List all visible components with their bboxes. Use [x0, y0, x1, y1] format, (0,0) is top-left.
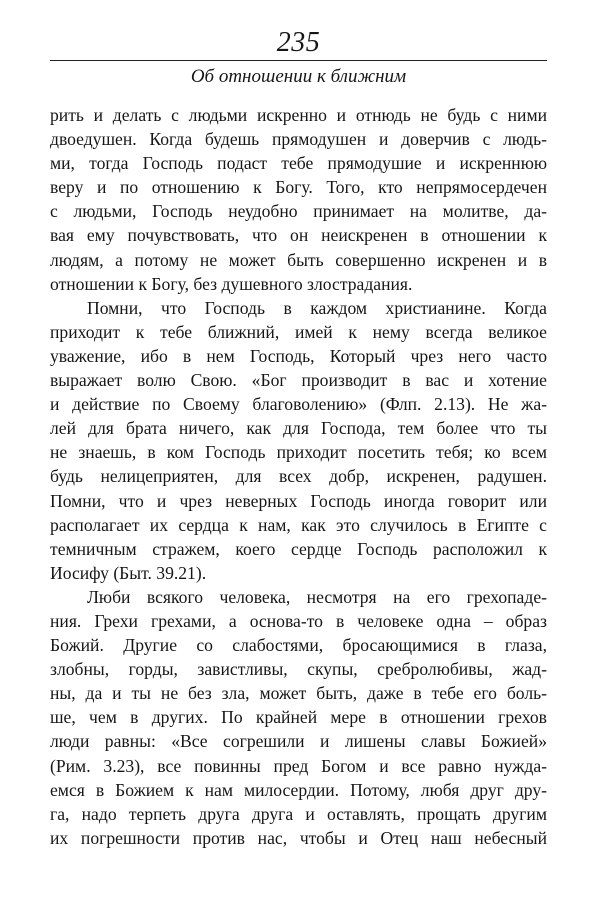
text-line: темничным стражем, коего сердце Господь расположил к	[50, 538, 547, 559]
text-line: будь нелицеприятен, для всех добр, искренен, радушен.	[50, 466, 547, 487]
paragraph	[50, 296, 547, 585]
text-line: выражает волю Свою. «Бог производит в вас и хотение	[50, 370, 547, 391]
text-line: Иосифу (Быт. 39.21).	[50, 562, 207, 583]
text-line: уважение, ибо в нем Господь, Который чрез него часто	[50, 345, 547, 366]
text-line: веру и по отношению к Богу. Того, кто непрямосердечен	[50, 177, 547, 198]
text-line: их погрешности против нас, чтобы и Отец наш небесный	[50, 827, 547, 848]
section-title: Об отношении к ближним	[190, 66, 407, 87]
text-line: злобны, горды, завистливы, скупы, сребролюбивы, жад-	[50, 659, 547, 680]
text-line: ми, тогда Господь подаст тебе прямодушие и искреннюю	[50, 153, 547, 174]
text-line: ния. Грехи грехами, а основа-то в человеке одна – образ	[50, 610, 547, 631]
text-line: располагает их сердца к нам, как это случилось в Египте с	[50, 514, 547, 535]
text-line: отношении к Богу, без душевного злострадания.	[50, 273, 413, 294]
text-line: приходит к тебе ближний, имей к нему всегда великое	[50, 321, 547, 342]
body-text	[50, 103, 547, 850]
text-line: с людьми, Господь неудобно принимает на молитве, да-	[50, 201, 547, 222]
text-line: двоедушен. Когда будешь прямодушен и доверчив с людь-	[50, 129, 547, 150]
text-line: люди равны: «Все согрешили и лишены славы Божией»	[50, 731, 547, 752]
text-line: Божий. Другие со слабостями, бросающимися в глаза,	[50, 635, 547, 656]
text-line: емся в Божием к нам милосердии. Потому, любя друг дру-	[50, 779, 547, 800]
text-line: Помни, что Господь в каждом христианине. Когда	[87, 297, 547, 318]
text-line: (Рим. 3.23), все повинны пред Богом и все равно нужда-	[50, 755, 547, 776]
paragraph	[50, 103, 547, 296]
page-number: 235	[276, 27, 321, 58]
running-head	[50, 28, 547, 89]
text-line: лей для брата ничего, как для Господа, тем более что ты	[50, 418, 547, 439]
book-page	[50, 28, 547, 850]
text-line: Люби всякого человека, несмотря на его грехопаде-	[87, 586, 547, 607]
text-line: рить и делать с людьми искренно и отнюдь не будь с ними	[50, 105, 547, 125]
paragraph	[50, 585, 547, 850]
text-line: не знаешь, в ком Господь приходит посетить тебя; ко всем	[50, 442, 547, 463]
text-line: ны, да и ты не без зла, может быть, даже в тебе его боль-	[50, 683, 547, 704]
header-rule	[50, 60, 547, 61]
text-line: и действие по Своему благоволению» (Флп. 2.13). Не жа-	[50, 394, 547, 415]
text-line: Помни, что и чрез неверных Господь иногда говорит или	[50, 490, 547, 511]
text-line: ше, чем в других. По крайней мере в отношении грехов	[50, 707, 547, 728]
text-line: вая ему почувствовать, что он неискренен в отношении к	[50, 225, 547, 246]
text-line: людям, а потому не может быть совершенно искренен и в	[50, 249, 547, 270]
text-line: га, надо терпеть друга друга и оставлять, прощать другим	[50, 803, 547, 824]
